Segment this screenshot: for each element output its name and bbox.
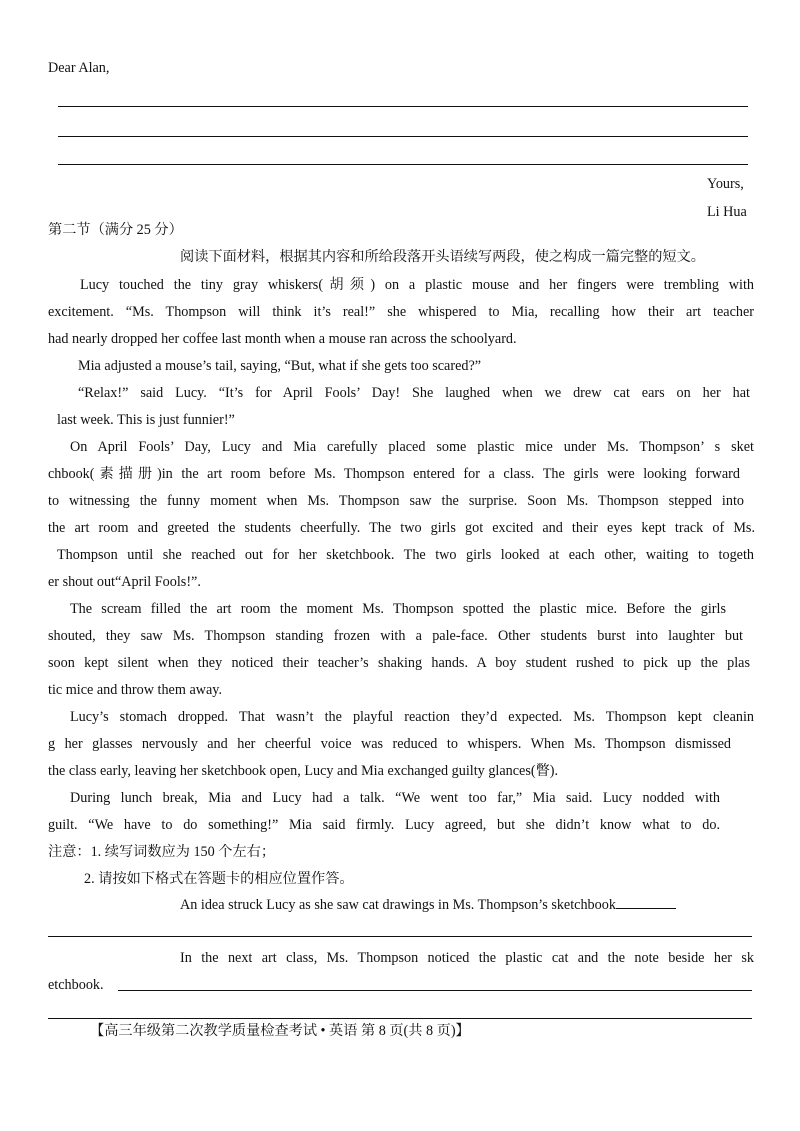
- answer-line: [58, 136, 748, 137]
- story-line: excitement. “Ms. Thompson will think it’s real!” she whispered to Mia, recalling how their art teacher: [48, 304, 754, 320]
- story-line: Lucy’s stomach dropped. That wasn’t the playful reaction they’d expected. Ms. Thompson kept cleanin: [70, 709, 754, 725]
- notes-label: 注意：: [48, 844, 91, 860]
- story-line: guilt. “We have to do something!” Mia said firmly. Lucy agreed, but she didn’t know what to do.: [48, 817, 720, 833]
- section-instruction: 阅读下面材料，根据其内容和所给段落开头语续写两段，使之构成一篇完整的短文。: [180, 249, 705, 265]
- letter-signature: Li Hua: [707, 204, 747, 220]
- notes-item-1: 注意：1. 续写词数应为 150 个左右；: [48, 844, 276, 860]
- story-line: the class early, leaving her sketchbook open, Lucy and Mia exchanged guilty glances(瞥).: [48, 763, 559, 779]
- story-line: The scream filled the art room the moment Ms. Thompson spotted the plastic mice. Before the girls: [70, 601, 726, 617]
- story-line: er shout out“April Fools!”.: [48, 574, 201, 590]
- story-line: During lunch break, Mia and Lucy had a talk. “We went too far,” Mia said. Lucy nodded with: [70, 790, 720, 806]
- answer-line: [48, 1018, 752, 1019]
- answer-line: [118, 990, 752, 991]
- section-title: 第二节（满分 25 分）: [48, 222, 183, 238]
- story-line: shouted, they saw Ms. Thompson standing frozen with a pale-face. Other students burst into laughter but: [48, 628, 743, 644]
- notes-item-2: 2. 请按如下格式在答题卡的相应位置作答。: [84, 871, 354, 887]
- story-line: soon kept silent when they noticed their teacher’s shaking hands. A boy student rushed to pick up the plas: [48, 655, 750, 671]
- answer-line: [48, 936, 752, 937]
- story-line: Lucy touched the tiny gray whiskers(胡须) on a plastic mouse and her fingers were trembling with: [80, 277, 754, 293]
- story-line: to witnessing the funny moment when Ms. Thompson saw the surprise. Soon Ms. Thompson stepped into: [48, 493, 744, 509]
- letter-closing: Yours,: [707, 176, 744, 192]
- letter-greeting: Dear Alan,: [48, 60, 110, 76]
- prompt-paragraph-1: An idea struck Lucy as she saw cat drawings in Ms. Thompson’s sketchbook: [180, 896, 676, 914]
- prompt-paragraph-2-cont: etchbook.: [48, 977, 104, 993]
- story-line: had nearly dropped her coffee last month when a mouse ran across the schoolyard.: [48, 331, 517, 347]
- story-line: Mia adjusted a mouse’s tail, saying, “But, what if she gets too scared?”: [78, 358, 482, 374]
- story-line: the art room and greeted the students cheerfully. The two girls got excited and their eyes kept track of Ms.: [48, 520, 755, 536]
- story-line: last week. This is just funnier!”: [57, 412, 235, 428]
- story-line: “Relax!” said Lucy. “It’s for April Fools’ Day! She laughed when we drew cat ears on her hat: [78, 385, 750, 401]
- story-line: tic mice and throw them away.: [48, 682, 222, 698]
- answer-line: [58, 164, 748, 165]
- story-line: Thompson until she reached out for her sketchbook. The two girls looked at each other, waiting to togeth: [57, 547, 754, 563]
- story-line: On April Fools’ Day, Lucy and Mia carefully placed some plastic mice under Ms. Thompson’ s sket: [70, 439, 754, 455]
- story-line: chbook(素描册)in the art room before Ms. Thompson entered for a class. The girls were looking forward: [48, 466, 740, 482]
- answer-line: [58, 106, 748, 107]
- answer-blank: [616, 896, 676, 909]
- story-line: g her glasses nervously and her cheerful voice was reduced to whispers. When Ms. Thompson dismissed: [48, 736, 731, 752]
- page-footer: 【高三年级第二次教学质量检查考试 • 英语 第 8 页(共 8 页)】: [90, 1023, 470, 1039]
- prompt-paragraph-2: In the next art class, Ms. Thompson noticed the plastic cat and the note beside her sk: [180, 950, 754, 966]
